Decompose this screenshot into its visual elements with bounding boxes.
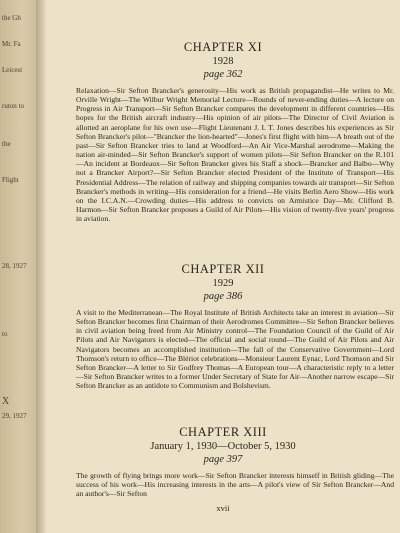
chapter-page-ref: page 362 [203, 69, 243, 80]
facing-page-fragment: Mr. Fa [2, 40, 21, 48]
page-number: xvii [216, 503, 230, 513]
facing-page-fragment: Leicest [2, 66, 23, 74]
facing-page-fragment: Flight [2, 176, 19, 184]
facing-page-fragment: ruton to [2, 102, 24, 110]
facing-page-edge [0, 0, 36, 533]
chapter-heading: CHAPTER XII [181, 262, 265, 276]
chapter-year: January 1, 1930—October 5, 1930 [150, 441, 296, 452]
book-page [46, 0, 400, 533]
chapter-page-ref: page 397 [203, 454, 243, 465]
facing-page-fragment: X [2, 396, 10, 407]
chapter-page-ref: page 386 [203, 291, 243, 302]
facing-page-fragment: 29, 1927 [2, 412, 27, 420]
facing-page-fragment: 28, 1927 [2, 262, 27, 270]
chapter-summary: A visit to the Mediterranean—The Royal Institute of British Architects take an interest in aviation—Sir Sefton Brancker becomes first Chairman of their Aerodromes Committee—Sir Sefton Brancker believes in civil aviation being freed from Air Ministry control—The Foundation Council of the Guild of Air Pilots and Air Navigators is elected—The official and social round—The Guild of Air Pilots and Air Navigators becomes an accomplished institution—The fall of the Conservative Government—Lord Thomson's return to office—The Blériot celebrations—Monsieur Laurent Eynac, Lord Thomson and Sir Sefton Brancker—A letter to Sir Godfrey Thomas—A European tour—A characteristic reply to a letter—Sir Sefton Brancker writes to a former Under Secretary of State for Air—Another narrow escape—Sir Sefton Brancker as an antidote to Communism and Bolshevism. [76, 308, 394, 391]
facing-page-fragment: the [2, 140, 11, 148]
chapter-summary: Relaxation—Sir Sefton Brancker's generosity—His work as British propagandist—He writes to Mr. Orville Wright—The Wilbur Wright Memorial Lecture—Rounds of never-ending duties—A lecture on Progress in Air Transport—Sir Sefton Brancker compares the development in different countries—His hopes for the British aircraft industry—His opinion of air pilots—The Director of Civil Aviation is allotted an aeroplane for his own use—Flight Lieutenant J. I. T. Jones describes his experiences as Sir Sefton Brancker's pilot—"Brancker the lion-hearted"—Jones's first flight with him—A breath out of the past—Sir Sefton Brancker tries to land at Woodford—An Air Vice-Marshal aerodrome—Making the nation air-minded—Sir Sefton Brancker's support of women pilots—Sir Sefton Brancker on the R.101—An incident at Bordeaux—Sir Sefton Brancker gives his Staff a shock—Brancker and Balbo—Why not a Brancker Airport?—Sir Sefton Brancker elected President of the Institute of Transport—His Presidential Address—The relation of railway and shipping companies towards air transport—Sir Sefton Brancker's methods in writing—His consideration for a friend—He visits Berlin Aero Show—His work on the I.C.A.N.—Crowding duties—His address to convicts on Armistice Day—Mr. Clifford B. Harmon—Sir Sefton Brancker proposes a Guild of Air Pilots—His vision of twenty-five years' progress in aviation. [76, 86, 394, 224]
chapter-heading: CHAPTER XI [183, 40, 263, 54]
book-gutter [36, 0, 46, 533]
chapter-year: 1929 [212, 278, 234, 289]
chapter-year: 1928 [212, 56, 234, 67]
facing-page-fragment: the Gh [2, 14, 21, 22]
chapter-summary: The growth of flying brings more work—Sir Sefton Brancker interests himself in British gliding—The success of his work—His increasing interests in the arts—A pilot's view of Sir Sefton Brancker—And an author's—Sir Sefton [76, 471, 394, 499]
facing-page-fragment: to [2, 330, 8, 338]
chapter-heading: CHAPTER XIII [179, 425, 267, 439]
